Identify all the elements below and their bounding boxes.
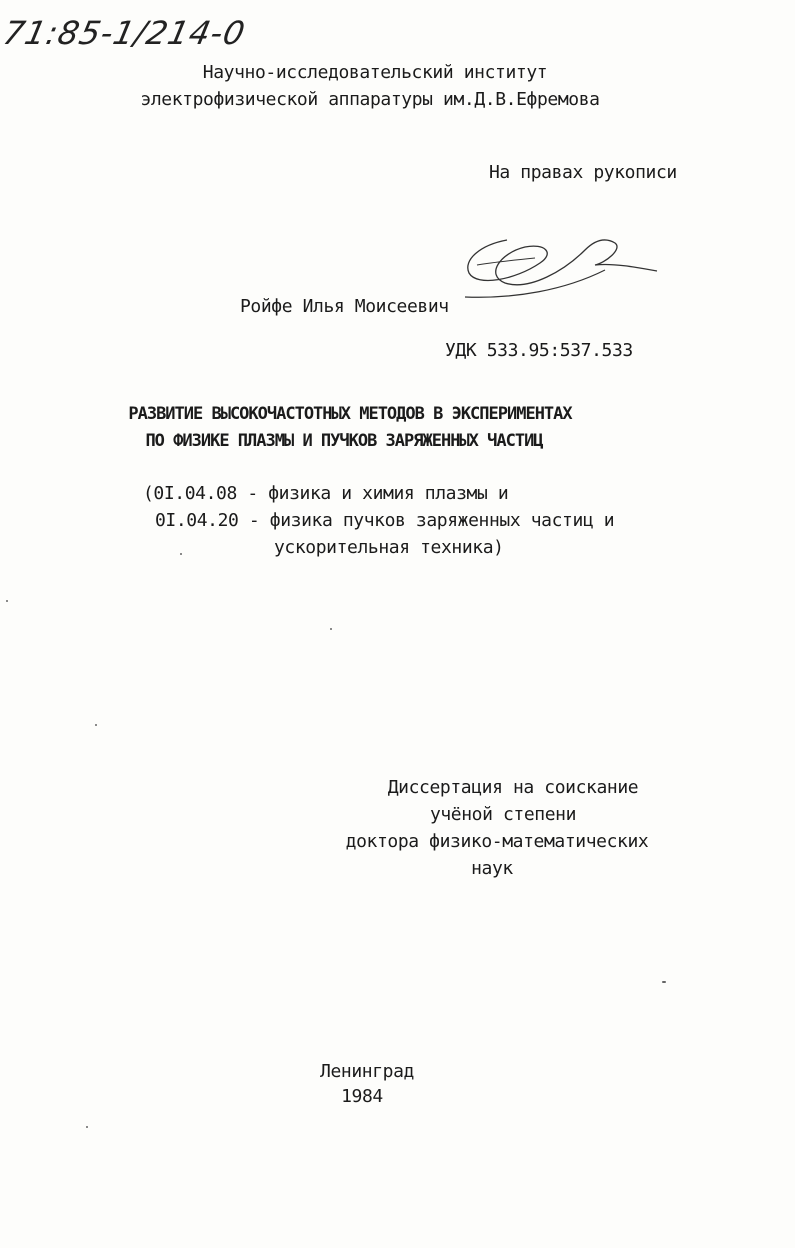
dissertation-line-3: доктора физико-математических (345, 831, 649, 852)
manuscript-rights: На правах рукописи (489, 162, 677, 183)
dissertation-line-2: учёной степени (429, 804, 577, 825)
archive-code: 71:85-1/214-0 (0, 14, 249, 52)
scan-speck (86, 1126, 88, 1128)
institute-line-1: Научно-исследовательский институт (202, 62, 548, 83)
scan-speck (95, 724, 97, 726)
author-name: Ройфе Илья Моисеевич (240, 296, 449, 317)
title-line-1: РАЗВИТИЕ ВЫСОКОЧАСТОТНЫХ МЕТОДОВ В ЭКСПЕРИМЕНТАХ (128, 404, 572, 424)
specialty-line-1: (0I.04.08 - физика и химия плазмы и (143, 483, 509, 504)
dissertation-line-1: Диссертация на соискание (387, 777, 639, 798)
scan-speck (330, 628, 332, 630)
scan-speck (6, 600, 8, 602)
specialty-line-3: ускорительная техника) (274, 537, 504, 558)
year: 1984 (341, 1086, 383, 1107)
title-line-2: ПО ФИЗИКЕ ПЛАЗМЫ И ПУЧКОВ ЗАРЯЖЕННЫХ ЧАСТИЦ (145, 431, 543, 451)
scan-speck (180, 553, 182, 555)
specialty-line-2: 0I.04.20 - физика пучков заряженных частиц и (155, 510, 615, 531)
udc-code: УДК 533.95:537.533 (445, 340, 633, 361)
scan-speck (662, 981, 666, 983)
signature-icon (455, 225, 665, 310)
city: Ленинград (320, 1061, 414, 1082)
institute-line-2: электрофизической аппаратуры им.Д.В.Ефремова (140, 89, 600, 110)
dissertation-line-4: наук (471, 858, 513, 879)
